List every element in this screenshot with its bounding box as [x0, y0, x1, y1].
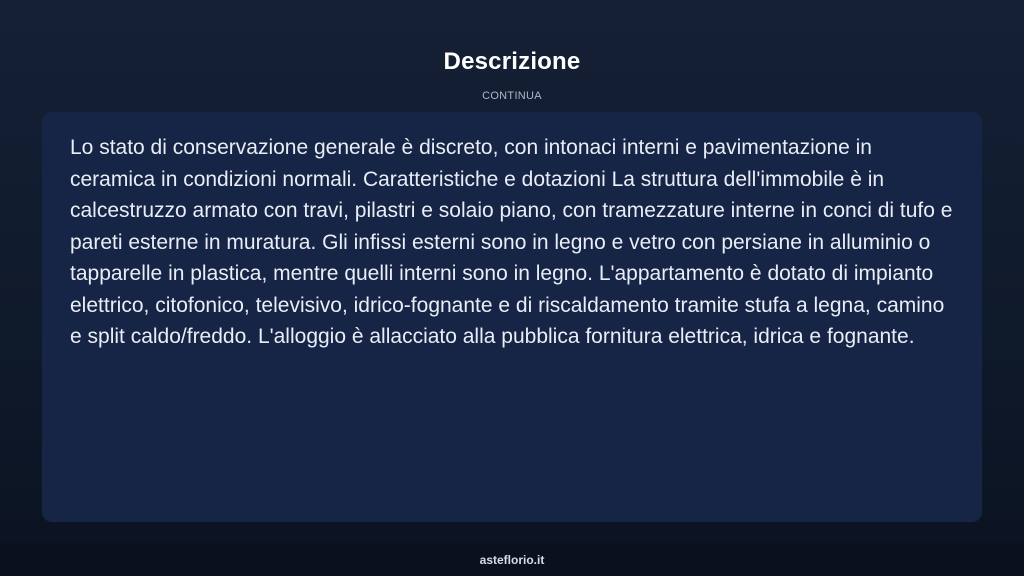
description-text: Lo stato di conservazione generale è discreto, con intonaci interni e pavimentazione in ceramica in condizioni normali. Caratteristiche e dotazioni La struttura dell'immobile è in calcestruzzo armato con travi, pilastri e solaio piano, con tramezzature interne in conci di tufo e pareti esterne in muratura. Gli infissi esterni sono in legno e vetro con persiane in alluminio o tapparelle in plastica, mentre quelli interni sono in legno. L'appartamento è dotato di impianto elettrico, citofonico, televisivo, idrico-fognante e di riscaldamento tramite stufa a legna, camino e split caldo/freddo. L'alloggio è allacciato alla pubblica fornitura elettrica, idrica e fognante.	[70, 136, 953, 348]
page-header	[0, 0, 1024, 112]
footer-bar	[0, 543, 1024, 576]
site-name: asteflorio.it	[479, 553, 545, 567]
continua-label: CONTINUA	[482, 90, 542, 102]
page-title: Descrizione	[443, 48, 581, 75]
description-card	[42, 112, 982, 522]
